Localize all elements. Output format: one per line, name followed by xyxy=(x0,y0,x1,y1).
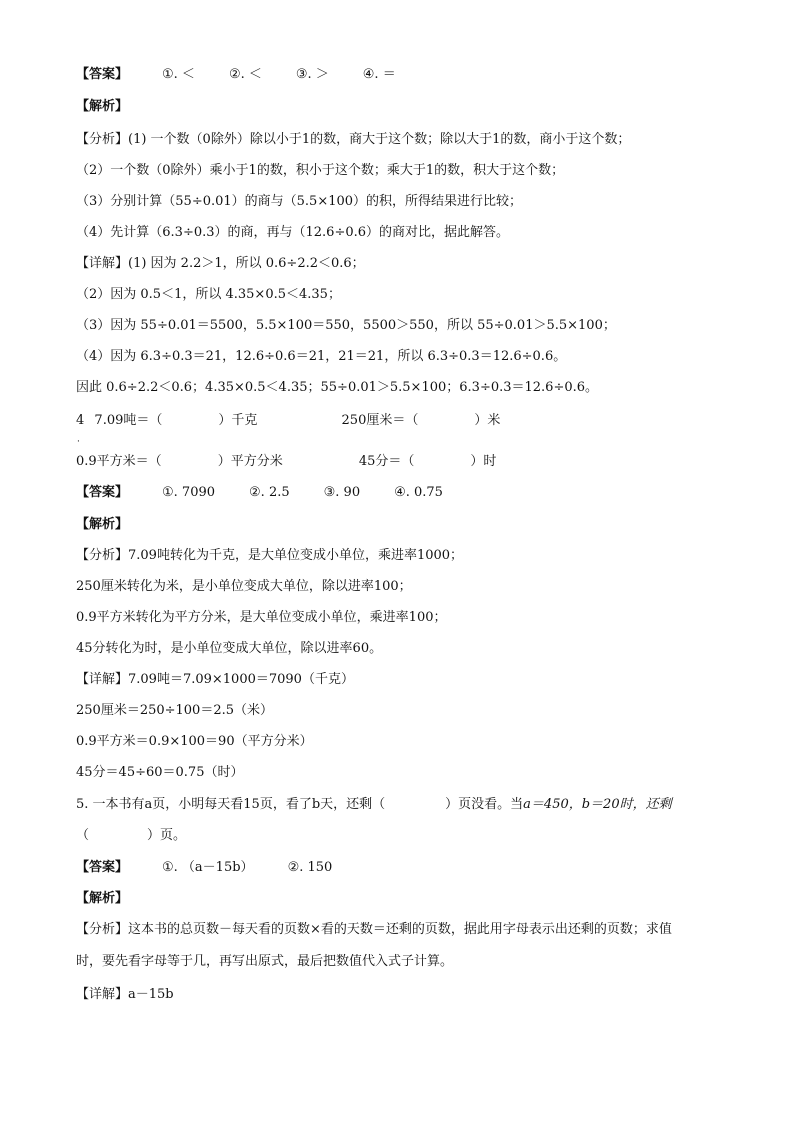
question-text: ）时 xyxy=(470,454,497,469)
analysis-line: 250厘米转化为米，是小单位变成大单位，除以进率100； xyxy=(76,579,412,594)
answer-item: ①. ＜ xyxy=(162,67,195,82)
answer-item: ②. ＜ xyxy=(228,67,262,82)
q5-line-2 xyxy=(76,827,186,845)
detail-line: 250厘米＝250÷100＝2.5（米） xyxy=(76,703,274,718)
q5-line-1 xyxy=(76,796,672,814)
analysis-tag: 【解析】 xyxy=(76,517,129,532)
analysis-line: 时，要先看字母等于几，再写出原式，最后把数值代入式子计算。 xyxy=(76,954,454,969)
question-dot: · xyxy=(77,437,80,447)
analysis-tag: 【解析】 xyxy=(76,891,129,906)
analysis-line: （3）分别计算（55÷0.01）的商与（5.5×100）的积，所得结果进行比较； xyxy=(76,194,523,209)
answer-item: ④. 0.75 xyxy=(394,485,443,500)
question-text: ）平方分米 xyxy=(217,454,283,469)
analysis-line: 【分析】7.09吨转化为千克，是大单位变成小单位，乘进率1000； xyxy=(76,548,464,563)
detail-line: （2）因为 0.5＜1，所以 4.35×0.5＜4.35； xyxy=(76,287,341,302)
analysis-line: 0.9平方米转化为平方分米，是大单位变成小单位，乘进率100； xyxy=(76,610,447,625)
q4-answer-row xyxy=(76,484,443,502)
q4-row-2 xyxy=(76,453,496,471)
answer-tag: 【答案】 xyxy=(76,67,129,82)
question-number: 4 xyxy=(76,413,85,428)
detail-line: 因此 0.6÷2.2＜0.6；4.35×0.5＜4.35；55÷0.01＞5.5×100；6.3÷0.3＝12.6÷0.6。 xyxy=(76,380,599,395)
detail-line: 【详解】a－15b xyxy=(76,987,174,1002)
answer-item: ②. 150 xyxy=(287,860,333,875)
detail-line: 【详解】7.09吨＝7.09×1000＝7090（千克） xyxy=(76,672,354,687)
q4-row-1 xyxy=(76,412,500,430)
answer-item: ④. ＝ xyxy=(362,67,396,82)
answer-tag: 【答案】 xyxy=(76,485,129,500)
answer-item: ①. （a－15b） xyxy=(162,860,254,875)
analysis-line: 45分转化为时，是小单位变成大单位，除以进率60。 xyxy=(76,641,383,656)
question-text: ）千克 xyxy=(218,413,258,428)
question-text: 7.09吨＝（ xyxy=(94,413,163,428)
detail-line: 【详解】(1) 因为 2.2＞1，所以 0.6÷2.2＜0.6； xyxy=(76,256,365,271)
analysis-line: 【分析】(1) 一个数（0除外）除以小于1的数，商大于这个数；除以大于1的数，商小于这个数； xyxy=(76,132,631,147)
analysis-line: 【分析】这本书的总页数－每天看的页数×看的天数＝还剩的页数，据此用字母表示出还剩的页数；求值 xyxy=(76,922,672,937)
analysis-tag: 【解析】 xyxy=(76,99,129,114)
answer-item: ①. 7090 xyxy=(162,485,216,500)
answer-item: ③. ＞ xyxy=(295,67,329,82)
answer-item: ②. 2.5 xyxy=(249,485,290,500)
detail-line: 45分＝45÷60＝0.75（时） xyxy=(76,765,244,780)
analysis-line: （4）先计算（6.3÷0.3）的商，再与（12.6÷0.6）的商对比，据此解答。 xyxy=(76,225,510,240)
analysis-line: （2）一个数（0除外）乘小于1的数，积小于这个数；乘大于1的数，积大于这个数； xyxy=(76,163,565,178)
detail-line: 0.9平方米＝0.9×100＝90（平方分米） xyxy=(76,734,313,749)
question-text: ）页。 xyxy=(147,828,187,843)
detail-line: （4）因为 6.3÷0.3＝21，12.6÷0.6＝21，21＝21，所以 6.3÷0.3＝12.6÷0.6。 xyxy=(76,349,567,364)
answer-item: ③. 90 xyxy=(323,485,361,500)
q3-answer-row xyxy=(76,66,396,84)
question-text: 250厘米＝（ xyxy=(341,413,419,428)
question-text: 45分＝（ xyxy=(358,454,415,469)
answer-tag: 【答案】 xyxy=(76,860,129,875)
question-text: 5. 一本书有a页，小明每天看15页，看了b天，还剩（ xyxy=(76,797,386,812)
question-formula: a＝450，b＝20时，还剩 xyxy=(523,797,672,812)
question-text: 0.9平方米＝（ xyxy=(76,454,162,469)
question-text: ）米 xyxy=(474,413,501,428)
q5-answer-row xyxy=(76,859,332,877)
detail-line: （3）因为 55÷0.01＝5500，5.5×100＝550，5500＞550，所以 55÷0.01＞5.5×100； xyxy=(76,318,616,333)
question-text: （ xyxy=(76,828,90,843)
question-text: ）页没看。当 xyxy=(445,797,524,812)
